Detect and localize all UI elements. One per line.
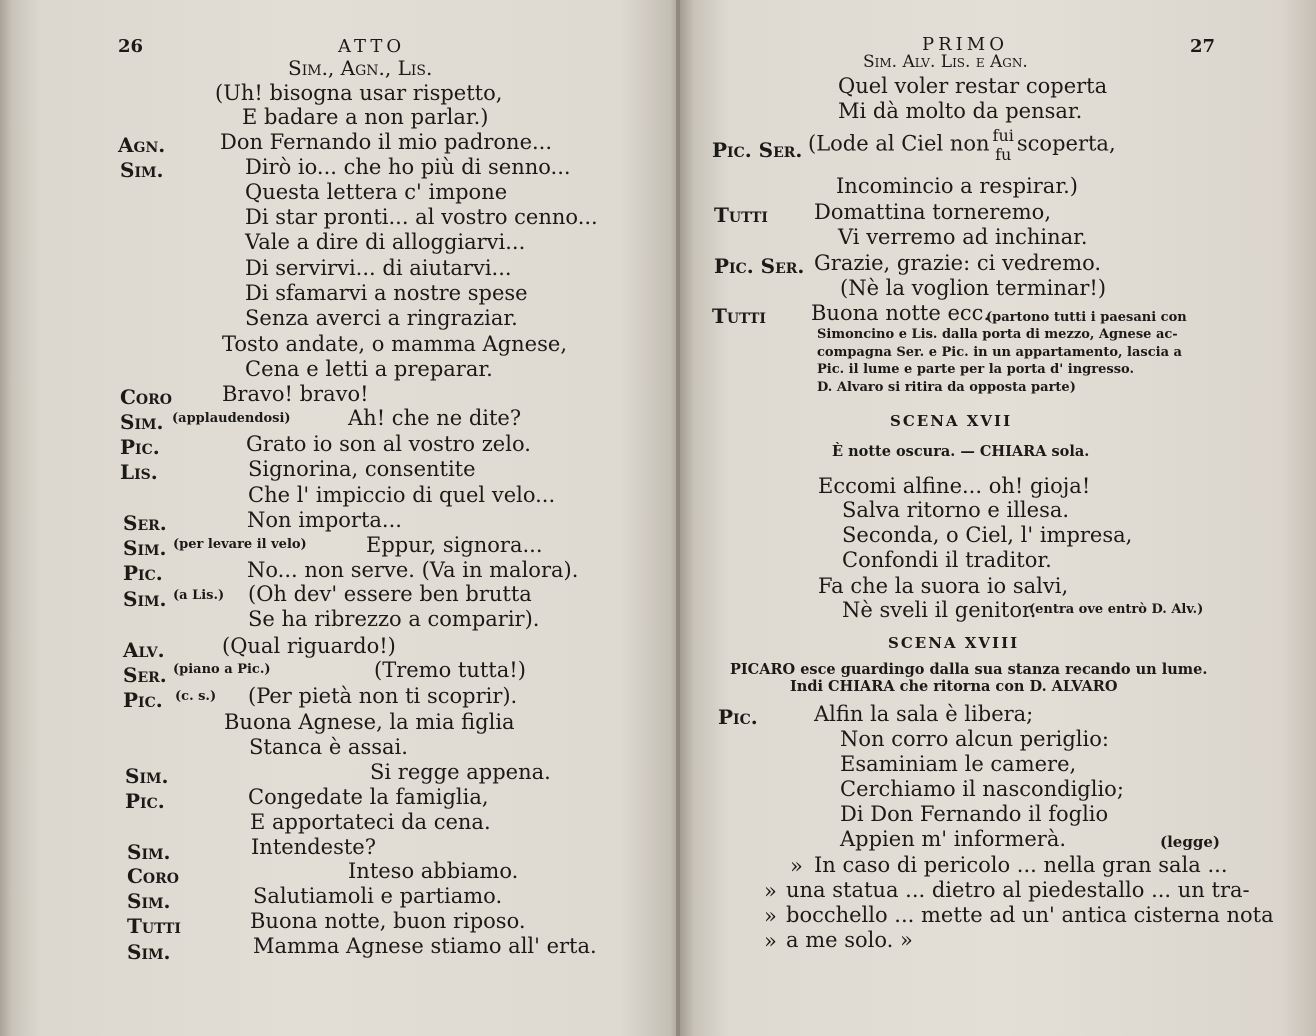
verse-line: Vi verremo ad inchinar. <box>838 225 1088 249</box>
quote-mark: » <box>764 879 777 903</box>
scene-heading: SCENA XVII <box>890 412 1013 430</box>
verse-line: (Nè la voglion terminar!) <box>840 276 1107 300</box>
running-header: ATTO <box>338 36 406 57</box>
verse-line: Che l' impiccio di quel velo... <box>248 483 556 507</box>
speaker-label: Sim. <box>127 840 171 864</box>
verse-line: Seconda, o Ciel, l' impresa, <box>842 523 1133 547</box>
speaker-label: Pic. Ser. <box>714 254 805 278</box>
speaker-label: Pic. <box>125 789 165 813</box>
verse-line: Grato io son al vostro zelo. <box>246 432 531 456</box>
stage-direction: (c. s.) <box>175 689 217 704</box>
speaker-label: Sim. <box>125 764 169 788</box>
page-number: 26 <box>118 36 144 57</box>
speaker-label: Ser. <box>123 511 167 535</box>
quote-mark: » <box>790 854 803 878</box>
verse-line: Fa che la suora io salvi, <box>818 574 1069 598</box>
verse-line: Dirò io... che ho più di senno... <box>245 155 571 179</box>
cast-list: Sim. Alv. Lis. e Agn. <box>863 52 1028 72</box>
stage-direction: compagna Ser. e Pic. in un appartamento, lascia a <box>817 345 1182 360</box>
variant-bottom: fu <box>995 145 1012 165</box>
verse-line: Di servirvi... di aiutarvi... <box>245 256 512 280</box>
verse-line: Di star pronti... al vostro cenno... <box>245 205 598 229</box>
stage-direction: (applaudendosi) <box>172 411 291 426</box>
verse-line: Ah! che ne dite? <box>348 406 522 430</box>
verse-line: Vale a dire di alloggiarvi... <box>245 230 526 254</box>
running-header: PRIMO <box>922 34 1008 55</box>
verse-line: (Qual riguardo!) <box>222 634 396 658</box>
verse-line: (Uh! bisogna usar rispetto, <box>215 81 503 105</box>
scene-heading: SCENA XVIII <box>888 634 1020 652</box>
quoted-letter-line: a me solo. » <box>786 928 913 952</box>
stage-direction: (a Lis.) <box>173 588 225 603</box>
speaker-label: Pic. <box>718 705 758 729</box>
verse-line: Di Don Fernando il foglio <box>840 802 1109 826</box>
verse-line: Eppur, signora... <box>366 533 543 557</box>
scene-setting: PICARO esce guardingo dalla sua stanza recando un lume. <box>730 661 1208 678</box>
verse-line: Salva ritorno e illesa. <box>842 498 1070 522</box>
verse-line: Buona notte, buon riposo. <box>250 909 526 933</box>
verse-line: Congedate la famiglia, <box>248 785 489 809</box>
verse-line: Si regge appena. <box>370 760 551 784</box>
variant-top: fui <box>992 126 1014 145</box>
verse-line: Incomincio a respirar.) <box>836 174 1078 198</box>
speaker-label: Coro <box>127 864 179 888</box>
speaker-label: Tutti <box>127 914 181 938</box>
verse-line: Non corro alcun periglio: <box>840 727 1109 751</box>
stage-direction: (piano a Pic.) <box>173 662 271 677</box>
speaker-label: Sim. <box>123 536 167 560</box>
speaker-label: Tutti <box>714 203 768 227</box>
verse-line: Stanca è assai. <box>249 735 408 759</box>
verse-line: Mamma Agnese stiamo all' erta. <box>253 934 597 958</box>
stage-direction: (legge) <box>1160 833 1220 851</box>
scene-setting: È notte oscura. — CHIARA sola. <box>832 443 1090 460</box>
speaker-label: Pic. Ser. <box>712 138 803 162</box>
speaker-label: Lis. <box>120 460 158 484</box>
verse-line: Questa lettera c' impone <box>245 180 508 204</box>
quote-mark: » <box>764 929 777 953</box>
verse-line: Confondi il traditor. <box>842 548 1052 572</box>
verse-text: scoperta, <box>1016 131 1116 156</box>
speaker-label: Sim. <box>120 410 164 434</box>
verse-line: Di sfamarvi a nostre spese <box>245 281 528 305</box>
speaker-label: Pic. <box>123 688 163 712</box>
verse-line: Quel voler restar coperta <box>838 74 1108 98</box>
speaker-label: Alv. <box>123 638 165 662</box>
verse-line: Don Fernando il mio padrone... <box>220 130 553 154</box>
verse-line: E badare a non parlar.) <box>242 105 489 129</box>
verse-line: Intendeste? <box>251 835 376 859</box>
verse-line: E apportateci da cena. <box>250 810 491 834</box>
speaker-label: Sim. <box>123 587 167 611</box>
cast-list: Sim., Agn., Lis. <box>288 56 433 80</box>
scene-setting: Indi CHIARA che ritorna con D. ALVARO <box>790 678 1118 695</box>
quoted-letter-line: In caso di pericolo ... nella gran sala ... <box>814 853 1228 877</box>
speaker-label: Tutti <box>712 304 766 328</box>
verse-line: Bravo! bravo! <box>222 382 369 406</box>
verse-line: Inteso abbiamo. <box>348 859 519 883</box>
speaker-label: Pic. <box>120 435 160 459</box>
verse-line: Nè sveli il genitor. <box>842 598 1037 622</box>
quoted-letter-line: una statua ... dietro al piedestallo ... un tra- <box>786 878 1250 902</box>
stage-direction: (entra ove entrò D. Alv.) <box>1029 602 1204 617</box>
verse-line: Salutiamoli e partiamo. <box>253 884 503 908</box>
verse-line-with-variant <box>808 126 1116 164</box>
verse-line: (Per pietà non ti scoprir). <box>248 684 518 708</box>
verse-line: Tosto andate, o mamma Agnese, <box>222 332 567 356</box>
verse-line: Alfin la sala è libera; <box>814 702 1034 726</box>
speaker-label: Pic. <box>123 561 163 585</box>
verse-line: Appien m' informerà. <box>840 827 1067 851</box>
verse-line: Eccomi alfine... oh! gioja! <box>818 474 1091 498</box>
verse-line: Cerchiamo il nascondiglio; <box>840 777 1124 801</box>
verse-line: Grazie, grazie: ci vedremo. <box>814 251 1102 275</box>
stage-direction: Simoncino e Lis. dalla porta di mezzo, Agnese ac- <box>817 327 1178 342</box>
verse-line: Senza averci a ringraziar. <box>245 306 518 330</box>
verse-line: (Tremo tutta!) <box>374 658 526 682</box>
verse-line: Domattina torneremo, <box>814 200 1051 224</box>
verse-line: Buona notte ecc. <box>811 301 991 325</box>
verse-line: Non importa... <box>247 508 402 532</box>
speaker-label: Agn. <box>118 133 166 157</box>
speaker-label: Ser. <box>123 663 167 687</box>
verse-line: Mi dà molto da pensar. <box>838 99 1083 123</box>
speaker-label: Coro <box>120 385 172 409</box>
speaker-label: Sim. <box>120 158 164 182</box>
verse-line: (Oh dev' essere ben brutta <box>248 582 532 606</box>
stage-direction: D. Alvaro si ritira da opposta parte) <box>817 380 1076 395</box>
verse-line: Signorina, consentite <box>248 457 476 481</box>
page-number: 27 <box>1190 36 1216 57</box>
verse-line: No... non serve. (Va in malora). <box>247 558 579 582</box>
quoted-letter-line: bocchello ... mette ad un' antica cisterna nota <box>786 903 1274 927</box>
right-page <box>680 0 1316 1036</box>
verse-line: Cena e letti a preparar. <box>245 357 493 381</box>
verse-text: (Lode al Ciel non <box>808 131 990 156</box>
verse-line: Esaminiam le camere, <box>840 752 1077 776</box>
speaker-label: Sim. <box>127 889 171 913</box>
speaker-label: Sim. <box>127 940 171 964</box>
stage-direction: (per levare il velo) <box>173 537 307 552</box>
stage-direction: (partono tutti i paesani con <box>986 310 1187 325</box>
quote-mark: » <box>764 904 777 928</box>
stage-direction: Pic. il lume e parte per la porta d' ingresso. <box>817 362 1134 377</box>
verse-line: Buona Agnese, la mia figlia <box>224 710 515 734</box>
verse-line: Se ha ribrezzo a comparir). <box>248 607 540 631</box>
variant-reading <box>993 126 1014 164</box>
